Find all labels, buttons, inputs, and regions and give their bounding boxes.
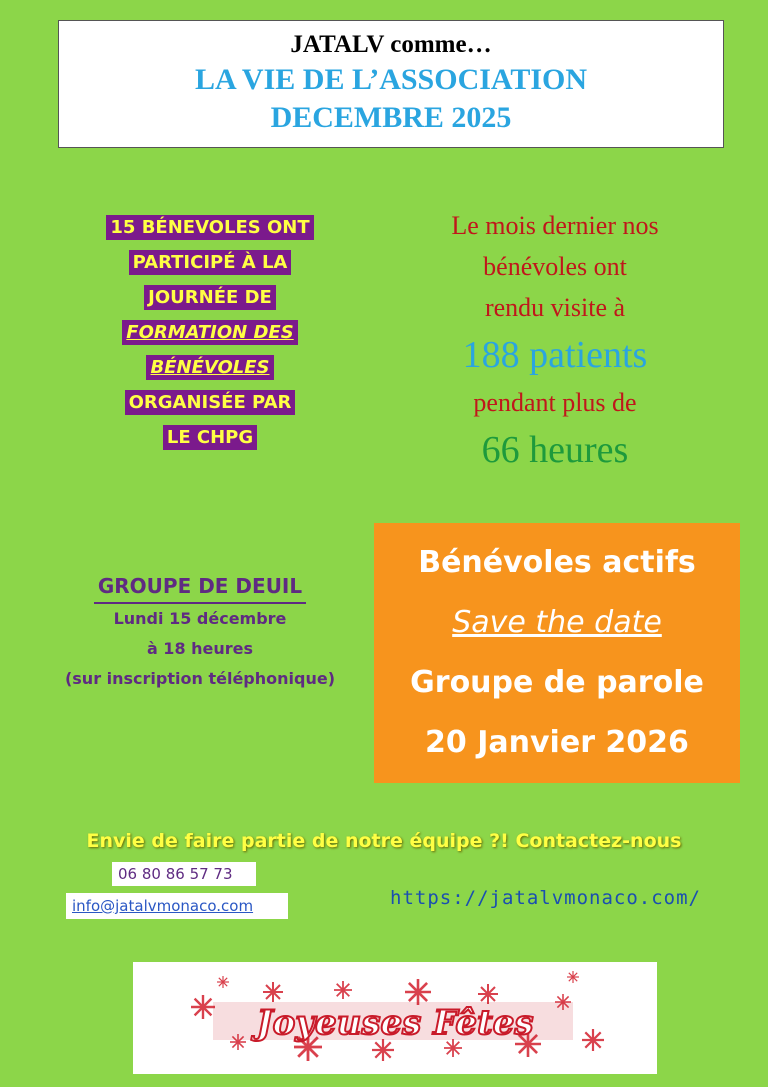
stats-line: rendu visite à (484, 293, 626, 322)
bereavement-group-note: (sur inscription téléphonique) (64, 669, 336, 688)
email-link[interactable]: info@jatalvmonaco.com (66, 893, 288, 919)
stats-line: pendant plus de (473, 388, 637, 417)
hours-count: 66 heures (481, 429, 629, 471)
volunteers-line: 15 BÉNEVOLES ONT (106, 215, 313, 240)
volunteers-line: JOURNÉE DE (144, 285, 276, 310)
save-the-date-heading: Save the date (452, 605, 662, 640)
volunteers-line: ORGANISÉE PAR (125, 390, 296, 415)
header-title: LA VIE DE L’ASSOCIATION (194, 63, 588, 96)
phone-number: 06 80 86 57 73 (112, 862, 256, 886)
volunteers-line: PARTICIPÉ À LA (129, 250, 292, 275)
save-the-date-date: 20 Janvier 2026 (425, 725, 689, 760)
header-month: DECEMBRE 2025 (270, 101, 512, 134)
volunteers-line-formation: FORMATION DES (122, 320, 297, 345)
stats-line: bénévoles ont (483, 252, 627, 281)
bereavement-group-title: GROUPE DE DEUIL (94, 570, 306, 604)
holiday-greeting-text: Joyeuses Fêtes (256, 1003, 534, 1043)
header-box (58, 20, 724, 148)
volunteers-line-benevoles: BÉNÉVOLES (146, 355, 273, 380)
save-the-date-box (374, 523, 740, 783)
save-the-date-line: Groupe de parole (410, 665, 704, 700)
holiday-banner (133, 962, 657, 1074)
website-link[interactable]: https://jatalvmonaco.com/ (390, 887, 701, 909)
volunteers-line: LE CHPG (163, 425, 257, 450)
stats-line: Le mois dernier nos (451, 211, 659, 240)
patients-count: 188 patients (462, 334, 648, 376)
join-invitation: Envie de faire partie de notre équipe ?! Contactez-nous (86, 830, 682, 852)
header-line-1: JATALV comme… (290, 31, 492, 58)
monthly-stats-block (400, 205, 710, 477)
bereavement-group-block (30, 570, 370, 694)
bereavement-group-date: Lundi 15 décembre (113, 609, 287, 628)
holiday-greeting-card (133, 962, 657, 1074)
bereavement-group-time: à 18 heures (146, 639, 254, 658)
save-the-date-line: Bénévoles actifs (418, 545, 696, 580)
volunteers-training-block (85, 210, 335, 455)
